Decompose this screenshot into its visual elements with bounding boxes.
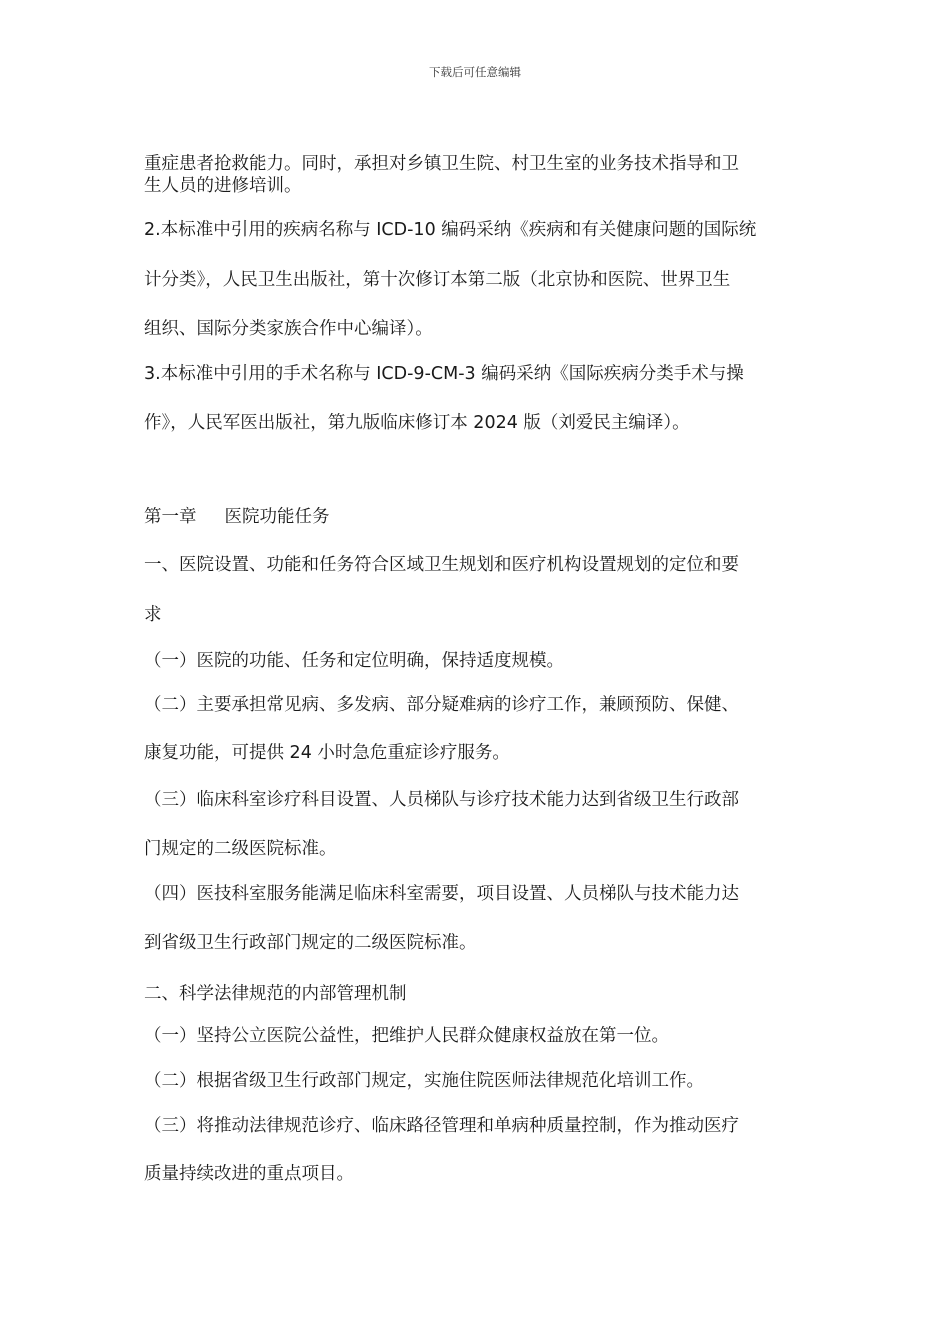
note-2-line-3: 组织、国际分类家族合作中心编译）。 bbox=[144, 319, 433, 339]
section-2-item-1: （一）坚持公立医院公益性，把维护人民群众健康权益放在第一位。 bbox=[144, 1026, 669, 1046]
section-1-item-2-line-1: （二）主要承担常见病、多发病、部分疑难病的诊疗工作，兼顾预防、保健、 bbox=[144, 695, 739, 715]
section-2-title: 二、科学法律规范的内部管理机制 bbox=[144, 984, 407, 1004]
chapter-heading bbox=[144, 505, 330, 529]
note-3-line-2: 作》，人民军医出版社，第九版临床修订本 2024 版（刘爱民主编译）。 bbox=[144, 413, 690, 433]
note-2-line-1: 2.本标准中引用的疾病名称与 ICD-10 编码采纳《疾病和有关健康问题的国际统 bbox=[144, 220, 757, 240]
intro-line-2: 生人员的进修培训。 bbox=[144, 176, 302, 196]
section-1-item-2-line-2: 康复功能，可提供 24 小时急危重症诊疗服务。 bbox=[144, 743, 510, 763]
intro-line-1: 重症患者抢救能力。同时，承担对乡镇卫生院、村卫生室的业务技术指导和卫 bbox=[144, 154, 739, 174]
note-2-line-2: 计分类》，人民卫生出版社，第十次修订本第二版（北京协和医院、世界卫生 bbox=[144, 270, 731, 290]
note-3-line-1: 3.本标准中引用的手术名称与 ICD-9-CM-3 编码采纳《国际疾病分类手术与操 bbox=[144, 364, 744, 384]
chapter-title: 医院功能任务 bbox=[224, 507, 330, 527]
section-1-item-1: （一）医院的功能、任务和定位明确，保持适度规模。 bbox=[144, 651, 564, 671]
section-2-item-3-line-2: 质量持续改进的重点项目。 bbox=[144, 1164, 354, 1184]
section-1-item-3-line-1: （三）临床科室诊疗科目设置、人员梯队与诊疗技术能力达到省级卫生行政部 bbox=[144, 790, 739, 810]
chapter-number: 第一章 bbox=[144, 507, 197, 527]
section-1-item-3-line-2: 门规定的二级医院标准。 bbox=[144, 839, 337, 859]
section-1-title-line-2: 求 bbox=[144, 605, 162, 625]
section-1-item-4-line-1: （四）医技科室服务能满足临床科室需要，项目设置、人员梯队与技术能力达 bbox=[144, 884, 739, 904]
page-header: 下载后可任意编辑 bbox=[429, 65, 521, 79]
section-2-item-2: （二）根据省级卫生行政部门规定，实施住院医师法律规范化培训工作。 bbox=[144, 1071, 704, 1091]
section-2-item-3-line-1: （三）将推动法律规范诊疗、临床路径管理和单病种质量控制，作为推动医疗 bbox=[144, 1116, 739, 1136]
section-1-title-line-1: 一、医院设置、功能和任务符合区域卫生规划和医疗机构设置规划的定位和要 bbox=[144, 555, 739, 575]
section-1-item-4-line-2: 到省级卫生行政部门规定的二级医院标准。 bbox=[144, 933, 477, 953]
